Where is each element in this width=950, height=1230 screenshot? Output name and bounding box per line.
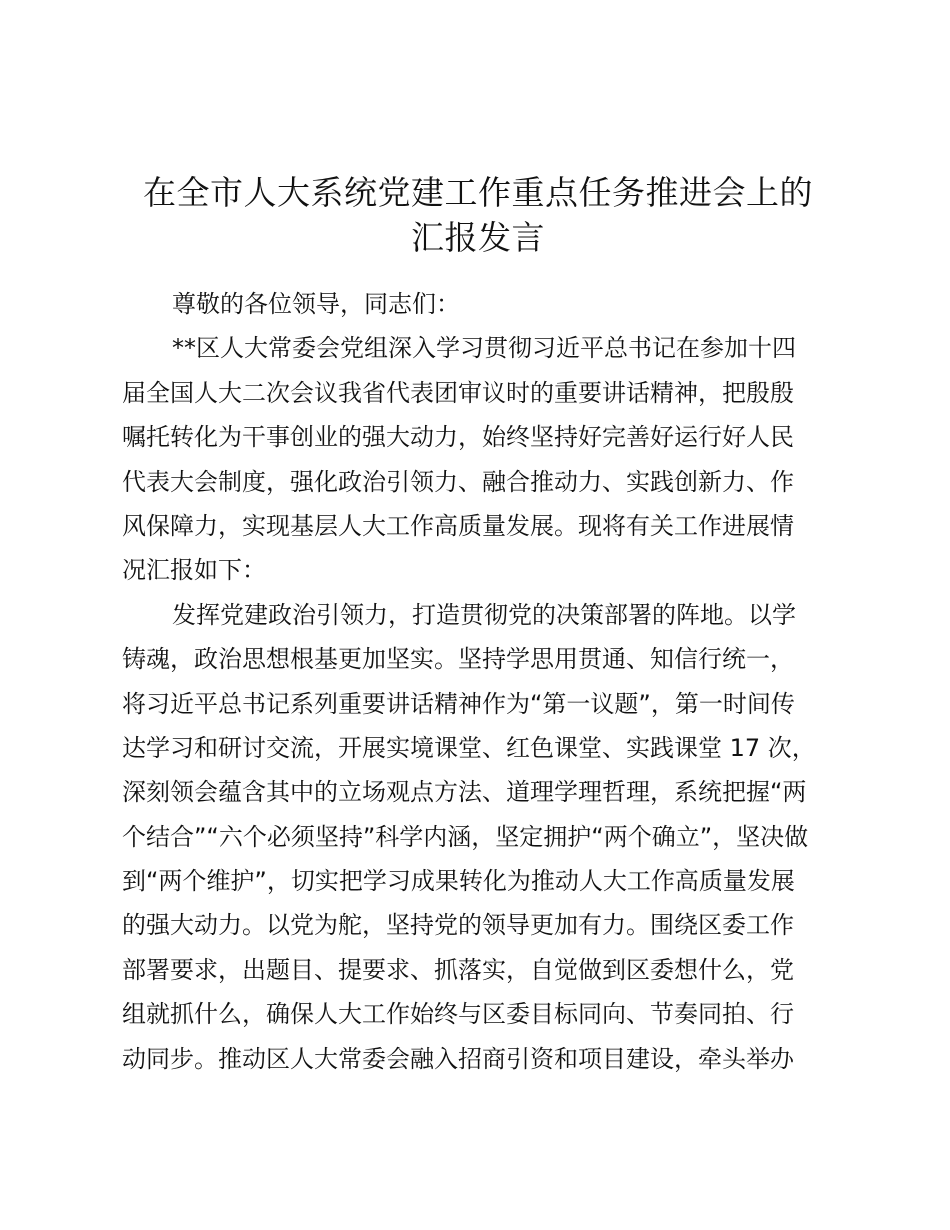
paragraph-line: 到“两个维护”，切实把学习成果转化为推动人大工作高质量发展 (122, 867, 795, 896)
paragraph-line: 部署要求，出题目、提要求、抓落实，自觉做到区委想什么，党 (122, 955, 794, 984)
title-line: 汇报发言 (411, 218, 545, 257)
document-title (120, 170, 836, 260)
paragraph-line: 的强大动力。以党为舵，坚持党的领导更加有力。围绕区委工作 (122, 911, 794, 940)
paragraph-line: 组就抓什么，确保人大工作始终与区委目标同向、节奏同拍、行 (122, 1000, 794, 1029)
paragraph-line: 个结合”“六个必须坚持”科学内涵，坚定拥护“两个确立”，坚决做 (122, 822, 809, 851)
paragraph-line: 将习近平总书记系列重要讲话精神作为“第一议题”，第一时间传 (122, 689, 795, 718)
salutation: 尊敬的各位领导，同志们： (172, 290, 460, 318)
paragraph-line: 届全国人大二次会议我省代表团审议时的重要讲话精神，把殷殷 (122, 378, 794, 407)
title-line: 在全市人大系统党建工作重点任务推进会上的 (143, 173, 813, 212)
paragraph-line: 动同步。推动区人大常委会融入招商引资和项目建设，牵头举办 (122, 1044, 794, 1073)
paragraph-line: 况汇报如下： (122, 556, 266, 585)
document-body (122, 282, 834, 1081)
paragraph-line: 达学习和研讨交流，开展实境课堂、红色课堂、实践课堂 17 次， (122, 733, 816, 762)
paragraph-line: 发挥党建政治引领力，打造贯彻党的决策部署的阵地。以学 (172, 600, 796, 629)
paragraph-line: 铸魂，政治思想根基更加坚实。坚持学思用贯通、知信行统一， (122, 645, 794, 674)
paragraph-line: 代表大会制度，强化政治引领力、融合推动力、实践创新力、作 (122, 467, 794, 496)
paragraph-line: 风保障力，实现基层人大工作高质量发展。现将有关工作进展情 (122, 511, 794, 540)
paragraph-line: 深刻领会蕴含其中的立场观点方法、道理学理哲理，系统把握“两 (122, 778, 807, 807)
paragraph-line: 嘱托转化为干事创业的强大动力，始终坚持好完善好运行好人民 (122, 423, 794, 452)
paragraph-line: **区人大常委会党组深入学习贯彻习近平总书记在参加十四 (172, 334, 796, 363)
